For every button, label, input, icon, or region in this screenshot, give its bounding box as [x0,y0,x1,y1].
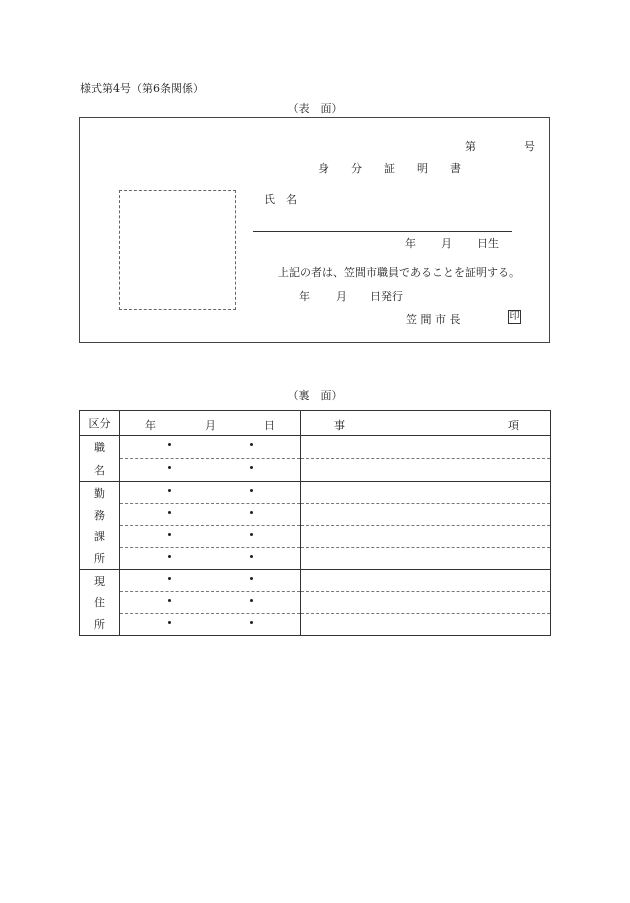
date-cell [120,592,301,614]
certificate-title: 身 分 証 明 書 [318,162,461,175]
category-char: 所 [94,552,105,566]
matter-cell [301,482,551,504]
seal-stamp: 印 [509,311,520,322]
matter-cell [301,504,551,526]
issue-year-label: 年 [299,290,310,303]
matter-cell [301,436,551,459]
date-cell [120,570,301,592]
number-prefix: 第 [465,140,476,153]
header-year: 年 [145,419,156,432]
header-matter-label: 事 [334,419,345,432]
name-underline [253,231,512,232]
header-date [120,411,301,436]
category-char: 課 [94,530,105,544]
issue-month-label: 月 [336,290,347,303]
form-label: 様式第4号（第6条関係） [80,82,204,95]
matter-cell [301,592,551,614]
category-char: 現 [94,574,105,588]
category-address [80,570,120,636]
front-side-heading: （表 面） [287,102,343,115]
date-cell [120,459,301,482]
category-char: 住 [94,596,105,610]
date-cell [120,504,301,526]
category-char: 勤 [94,486,105,500]
photo-placeholder [119,190,236,310]
header-day: 日 [264,419,275,432]
header-matter [301,411,551,436]
header-month: 月 [205,419,216,432]
number-suffix: 号 [524,140,535,153]
back-side-heading: （裏 面） [287,389,343,402]
back-record-table [79,410,551,636]
certification-statement: 上記の者は、笠間市職員であることを証明する。 [278,266,520,279]
category-char: 職 [94,441,105,455]
matter-cell [301,570,551,592]
birth-year-label: 年 [405,237,416,250]
date-cell [120,548,301,570]
date-cell [120,436,301,459]
matter-cell [301,459,551,482]
issue-day-label: 日発行 [370,290,403,303]
date-cell [120,614,301,636]
matter-cell [301,548,551,570]
birth-month-label: 月 [441,237,452,250]
date-cell [120,482,301,504]
header-category: 区分 [80,411,120,436]
category-job-title [80,436,120,482]
header-item-label: 項 [508,419,519,432]
category-workplace [80,482,120,570]
category-char: 所 [94,618,105,632]
birth-day-label: 日生 [477,237,499,250]
category-char: 務 [94,508,105,522]
matter-cell [301,526,551,548]
issuer-name: 笠 間 市 長 [406,313,461,326]
date-cell [120,526,301,548]
id-card-front [79,117,550,343]
matter-cell [301,614,551,636]
category-char: 名 [94,463,105,477]
name-label: 氏 名 [264,193,297,206]
